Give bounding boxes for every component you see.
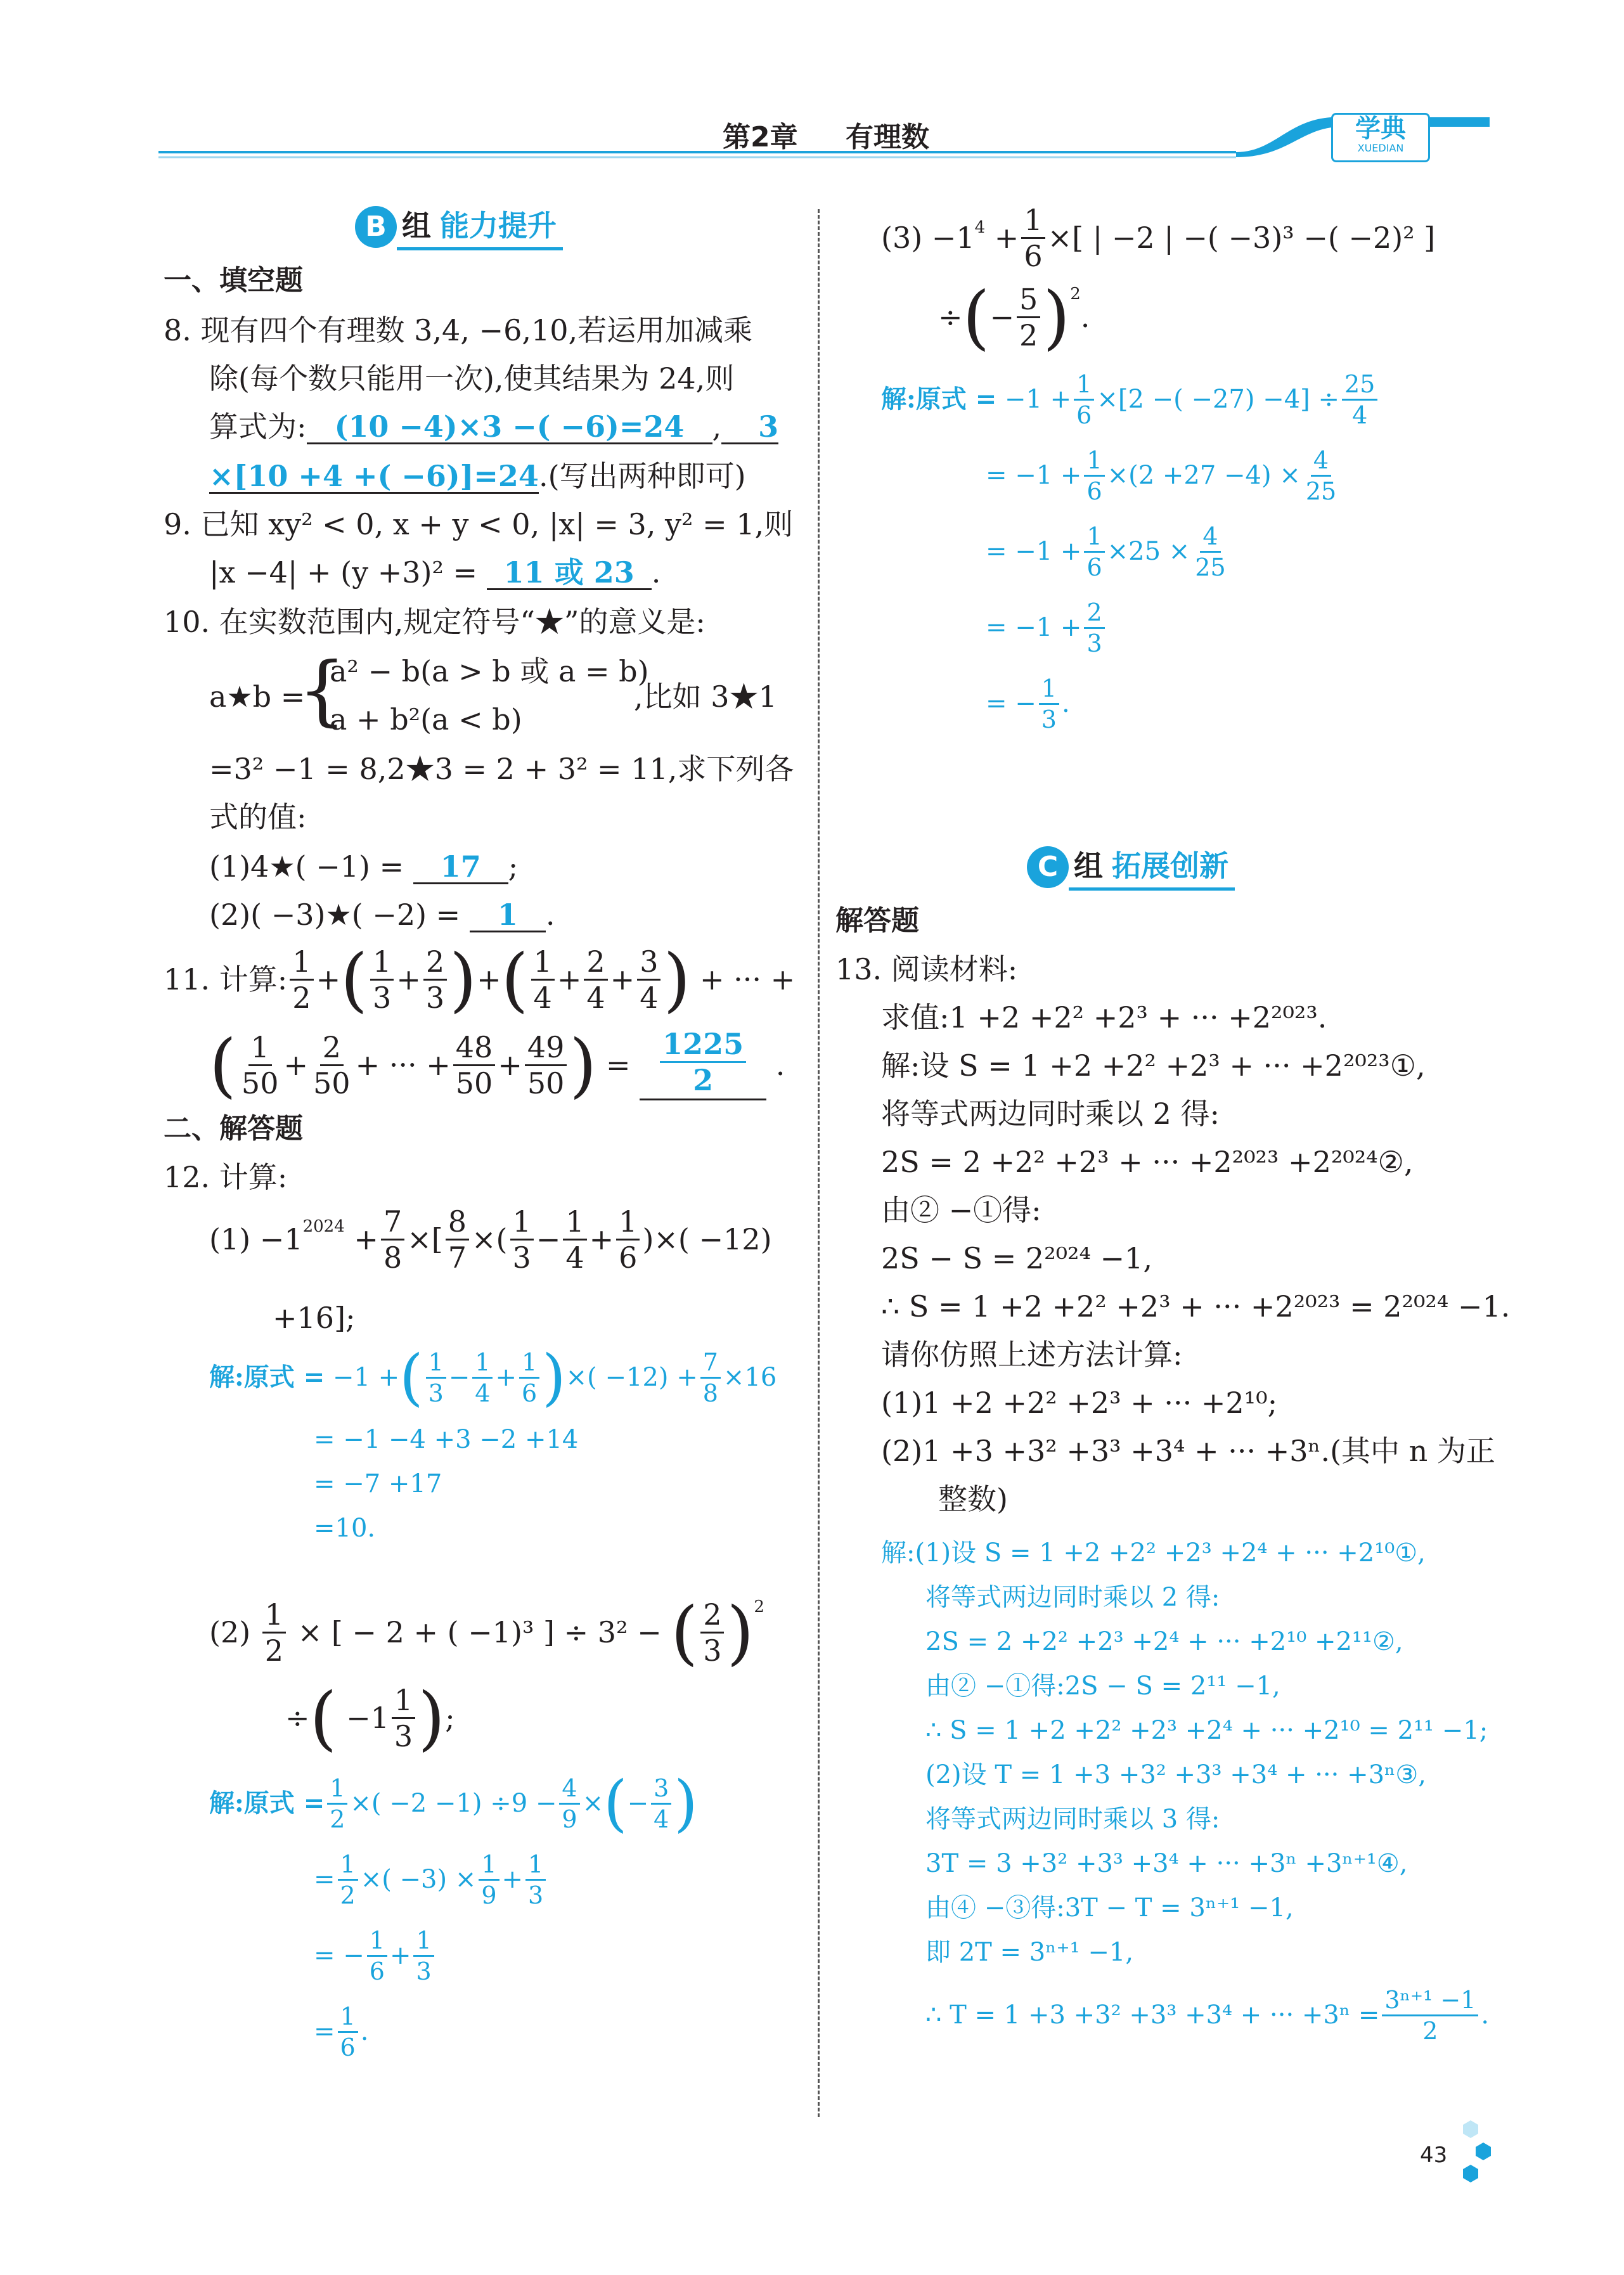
q9-answer: 11 或 23 <box>487 557 652 590</box>
q10-case-1: a² − b(a > b 或 a = b) <box>330 654 649 688</box>
q12-part3-line2: ÷ ( − $\frac{5}{2}$ ) $^2$ . <box>938 276 1090 358</box>
q11-line2: ( $\frac{1}{50}$ + $\frac{2}{50}$ + ··· + $\frac{48}{50}$ + $\frac{49}{50}$ ) = $\frac{1225}{2}$ . <box>209 1024 785 1105</box>
q12-sol1-line4: =10. <box>314 1514 376 1543</box>
q12-sol2-line4: = $\frac{1}{6}$ . <box>314 2002 369 2061</box>
q11-line1: 11. 计算: $\frac{1}{2}$ + ( $\frac{1}{3}$ + $\frac{2}{3}$ ) + ( $\frac{1}{4}$ + $\frac{2}{4}$ + $\frac{3}{4}$ ) + ··· + <box>164 939 796 1020</box>
q13-line4: 将等式两边同时乘以 2 得: <box>881 1097 1220 1131</box>
q12-sol2-line3: = − $\frac{1}{6}$ + $\frac{1}{3}$ <box>314 1921 437 1990</box>
q13-sol-line3: 2S = 2 +2² +2³ +2⁴ + ··· +2¹⁰ +2¹¹②, <box>925 1627 1403 1656</box>
q13-sol-line2: 将等式两边同时乘以 2 得: <box>925 1583 1220 1612</box>
q12-sol3-line1: 解:原式 = −1 + $\frac{1}{6}$ ×[2 −( −27) −4] ÷ $\frac{25}{4}$ <box>881 364 1380 434</box>
q8-answer-2a: 3 <box>721 411 778 444</box>
group-c-title <box>1027 843 1235 891</box>
q10-answer-1: 17 <box>413 851 508 884</box>
q12-sol1-line3: = −7 +17 <box>314 1469 442 1498</box>
chapter-title <box>723 114 929 155</box>
q13-sol-line10: 即 2T = 3ⁿ⁺¹ −1, <box>925 1938 1134 1967</box>
q12-sol3-line3: = −1 + $\frac{1}{6}$ ×25 × $\frac{4}{25}$ <box>986 522 1226 581</box>
q10-line4: 式的值: <box>209 800 307 834</box>
q13-sol-line5: ∴ S = 1 +2 +2² +2³ +2⁴ + ··· +2¹⁰ = 2¹¹ −1; <box>925 1716 1488 1745</box>
q13-line10: (1)1 +2 +2² +2³ + ··· +2¹⁰; <box>881 1386 1278 1420</box>
q13-line12: 整数) <box>938 1482 1008 1516</box>
q11-answer: $\frac{1225}{2}$ <box>640 1029 766 1100</box>
group-b-badge: B <box>355 206 397 248</box>
page-number: 43 <box>1420 2143 1448 2168</box>
q9-line2: |x −4| + (y +3)² = 11 或 23 . <box>209 555 661 590</box>
q12-sol1-line1: 解:原式 = −1 + ( $\frac{1}{3}$ − $\frac{1}{4}$ + $\frac{1}{6}$ ) ×( −12) + $\frac{7}{8}$ ×16 <box>209 1342 777 1413</box>
group-b-title <box>355 203 563 250</box>
q13-line9: 请你仿照上述方法计算: <box>881 1337 1183 1372</box>
q12-part1-line2: +16]; <box>273 1301 356 1335</box>
q10-line3: =3² −1 = 8,2★3 = 2 + 3² = 11,求下列各 <box>209 752 794 786</box>
q12-sol3-line5: = − $\frac{1}{3}$ . <box>986 674 1070 733</box>
q13-sol-line8: 3T = 3 +3² +3³ +3⁴ + ··· +3ⁿ +3ⁿ⁺¹④, <box>925 1849 1408 1878</box>
q13-line3: 解:设 S = 1 +2 +2² +2³ + ··· +2²⁰²³①, <box>881 1048 1426 1083</box>
hexagon-decoration <box>1445 2117 1515 2187</box>
q12-sol3-line2: = −1 + $\frac{1}{6}$ ×(2 +27 −4) × $\frac{4}{25}$ <box>986 446 1337 505</box>
q12-part2-line1: (2) $\frac{1}{2}$ × [ − 2 + ( −1)³ ] ÷ 3² − ( $\frac{2}{3}$ ) $^2$ <box>209 1592 764 1673</box>
solve-heading: 二、解答题 <box>164 1112 303 1145</box>
q13-sol-line9: 由④ −③得:3T − T = 3ⁿ⁺¹ −1, <box>925 1893 1294 1923</box>
q12-sol3-line4: = −1 + $\frac{2}{3}$ <box>986 593 1107 662</box>
q13-line1: 13. 阅读材料: <box>835 952 1018 986</box>
q12-sol2-line1: 解:原式 = $\frac{1}{2}$ ×( −2 −1) ÷9 − $\frac{4}{9}$ × ( − $\frac{3}{4}$ ) <box>209 1768 698 1839</box>
q13-line7: 2S − S = 2²⁰²⁴ −1, <box>881 1241 1152 1275</box>
chapter-number: 第2章 <box>723 121 798 153</box>
q10-answer-2: 1 <box>470 899 546 932</box>
fill-heading: 一、填空题 <box>164 264 303 297</box>
group-c-label: 组 拓展创新 <box>1069 843 1235 891</box>
q13-sol-line11: ∴ T = 1 +3 +3² +3³ +3⁴ + ··· +3ⁿ = $\frac{\text{3ⁿ⁺¹ −1}}{2}$ . <box>925 1985 1490 2045</box>
q9-line1: 9. 已知 xy² < 0, x + y < 0, |x| = 3, y² = 1,则 <box>164 507 794 541</box>
q13-line6: 由② −①得: <box>881 1193 1041 1227</box>
q8-line2: 除(每个数只能用一次),使其结果为 24,则 <box>209 361 735 396</box>
page-header <box>0 101 1624 165</box>
column-divider <box>818 209 820 2117</box>
q12-label: 12. 计算: <box>164 1160 288 1194</box>
q8-answer-2b: ×[10 +4 +( −6)]=24 <box>209 459 539 493</box>
q8-answer-1: (10 −4)×3 −( −6)=24 <box>307 411 712 444</box>
q10-case-2: a + b²(a < b) <box>330 702 522 737</box>
q13-sol-line7: 将等式两边同时乘以 3 得: <box>925 1805 1220 1834</box>
q13-sol-line4: 由② −①得:2S − S = 2¹¹ −1, <box>925 1672 1280 1701</box>
q10-part2: (2)( −3)★( −2) = 1 . <box>209 898 555 932</box>
right-heading: 解答题 <box>835 905 919 937</box>
brand-name: 学典 <box>1355 113 1406 143</box>
q13-line2: 求值:1 +2 +2² +2³ + ··· +2²⁰²³. <box>881 1000 1327 1034</box>
q10-line1: 10. 在实数范围内,规定符号“★”的意义是: <box>164 605 706 639</box>
q13-sol-line6: (2)设 T = 1 +3 +3² +3³ +3⁴ + ··· +3ⁿ③, <box>925 1760 1426 1789</box>
q13-line8: ∴ S = 1 +2 +2² +2³ + ··· +2²⁰²³ = 2²⁰²⁴ −1. <box>881 1289 1511 1324</box>
group-c-badge: C <box>1027 846 1069 888</box>
q12-part2-line2: ÷ ( −1 $\frac{1}{3}$ ) ; <box>285 1677 455 1758</box>
q12-part3-line1: (3) −1 $^4$ + $\frac{1}{6}$ ×[ | −2 | −( −3)³ −( −2)² ] <box>881 202 1436 273</box>
brand-subtitle: XUEDIAN <box>1357 142 1404 154</box>
q8-line3: 算式为: (10 −4)×3 −( −6)=24 , 3 <box>209 409 779 444</box>
q10-part1: (1)4★( −1) = 17 ; <box>209 849 519 884</box>
q12-sol2-line2: = $\frac{1}{2}$ ×( −3) × $\frac{1}{9}$ + $\frac{1}{3}$ <box>314 1845 548 1914</box>
q12-sol1-line2: = −1 −4 +3 −2 +14 <box>314 1425 579 1454</box>
q8-line4: ×[10 +4 +( −6)]=24.(写出两种即可) <box>209 459 746 493</box>
q8-line1: 8. 现有四个有理数 3,4, −6,10,若运用加减乘 <box>164 313 753 347</box>
chapter-name: 有理数 <box>845 121 929 153</box>
q13-sol-line1: 解:(1)设 S = 1 +2 +2² +2³ +2⁴ + ··· +2¹⁰①, <box>881 1538 1426 1568</box>
q12-part1-line1: (1) −1 $^{2024}$ + $\frac{7}{8}$ ×[ $\frac{8}{7}$ ×( $\frac{1}{3}$ − $\frac{1}{4}$ + $\frac{1}{6}$ )×( −12) <box>209 1204 772 1275</box>
q13-line5: 2S = 2 +2² +2³ + ··· +2²⁰²³ +2²⁰²⁴②, <box>881 1145 1414 1179</box>
group-b-label: 组 能力提升 <box>397 203 563 250</box>
brand-logo <box>1331 113 1430 162</box>
q13-line11: (2)1 +3 +3² +3³ +3⁴ + ··· +3ⁿ.(其中 n 为正 <box>881 1434 1495 1468</box>
